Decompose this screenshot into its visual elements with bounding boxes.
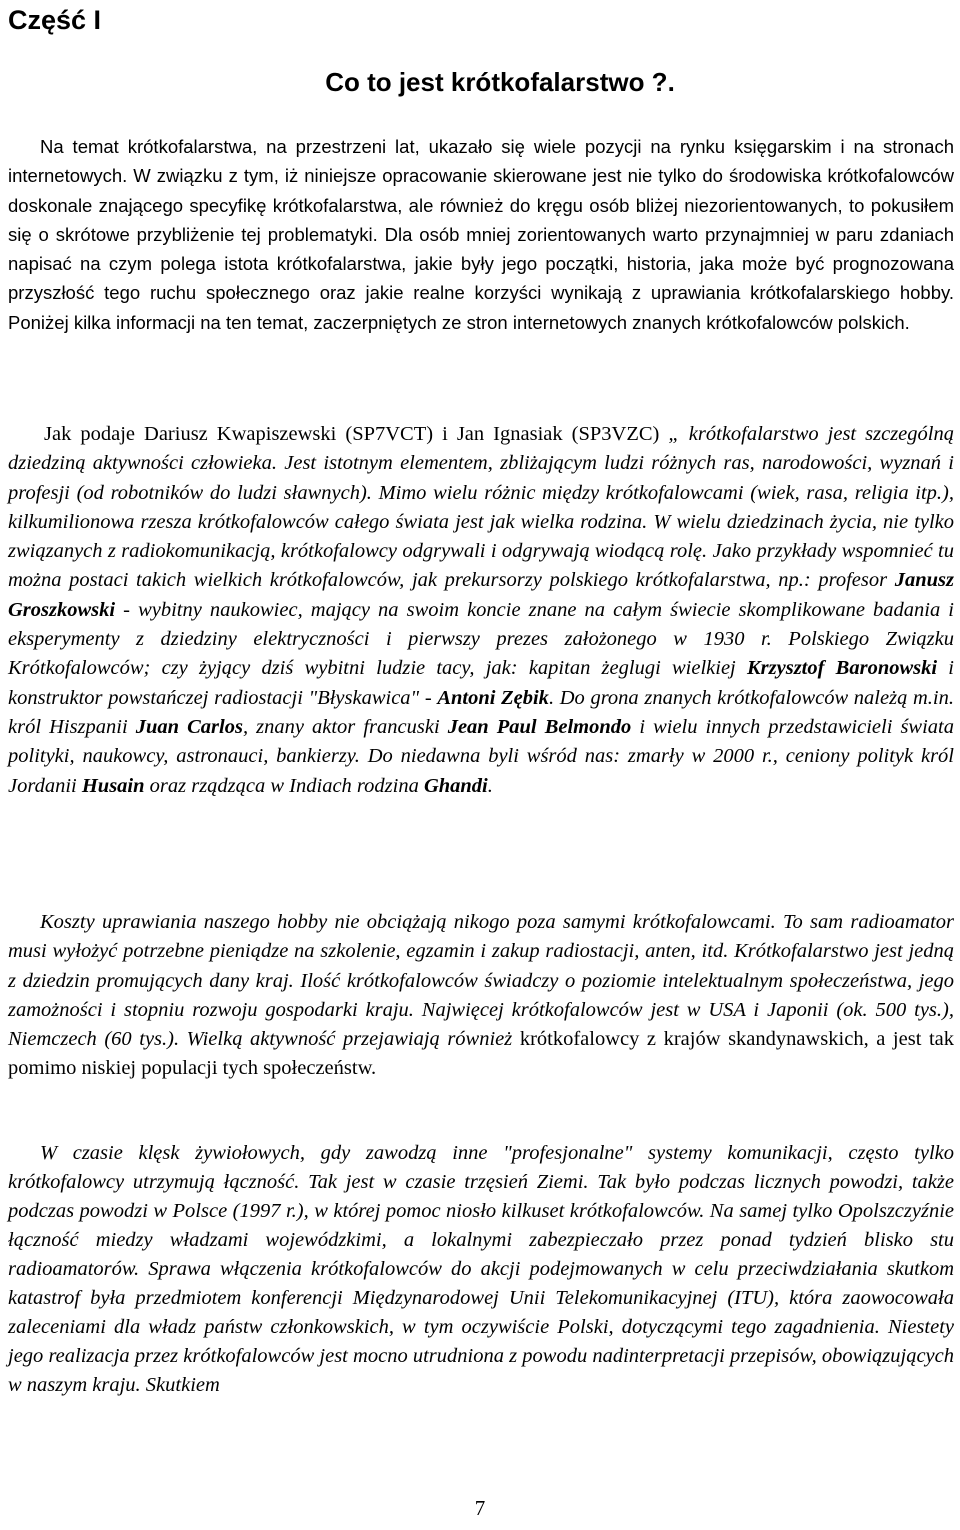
paragraph-intro [8,132,954,337]
text-run: . Do grona znanych krótkofalowców należą m.in. król Hiszpanii [8,686,954,738]
text-run: Krzysztof Baronowski [746,657,938,680]
text-run: krótkofalowcy z krajów skandynawskich, a jest tak pomimo niskiej populacji tych społeczeństw. [8,1028,955,1080]
text-run: i wielu innych przedstawicieli świata polityki, naukowcy, astronauci, bankierzy. Do niedawna byli wśród nas: zmarły w 2000 r., ceniony polityk król Jordanii [8,715,954,797]
text-run: - wybitny naukowiec, mający na swoim koncie znane na całym świecie skomplikowane badania i eksperymenty z dziedziny elektryczności i pierwszy prezes założonego w 1930 r. Polskiego Związku Krótkofalowców; czy żyjący dziś wybitni ludzie tacy, jak: kapitan żeglugi wielkiej [8,598,954,680]
text-run: Janusz Groszkowski [8,569,954,621]
text-run: Na temat krótkofalarstwa, na przestrzeni lat, ukazało się wiele pozycji na rynku księgarskim i na stronach internetowych. W związku z tym, iż niniejsze opracowanie skierowane jest nie tylko do środowiska krótkofalowców doskonale znającego specyfikę krótkofalarstwa, ale również do kręgu osób bliżej niezorientowanych, to pokusiłem się o skrótowe przybliżenie tej problematyki. Dla osób mniej zorientowanych warto przynajmniej w paru zdaniach napisać na czym polega istota krótkofalarstwa, jakie były jego początki, historia, jaka może być prognozowana przyszłość tego ruchu społecznego oraz jakie realne korzyści wynikają z uprawiania krótkofalarskiego hobby. Poniżej kilka informacji na ten temat, zaczerpniętych ze stron internetowych znanych krótkofalowców polskich. [8,136,954,333]
text-run: i konstruktor powstańczej radiostacji "Błyskawica" - [8,657,955,709]
text-run: Jean Paul Belmondo [447,715,632,738]
text-run: . [487,774,493,797]
text-run: oraz rządząca w Indiach rodzina [144,774,424,797]
text-run: „ krótkofalarstwo jest szczególną dziedziną aktywności człowieka. Jest istotnym elementem, zbliżającym ludzi różnych ras, narodowości, wyznań i profesji (od robotników do ludzi sławnych). Mimo wielu różnic między krótkofalowcami (wiek, rasa, religia itp.), kilkumilionowa rzesza krótkofalowców całego świata jest jak wielka rodzina. W wielu dziedzinach życia, nie tylko związanych z radiokomunikacją, krótkofalowcy odgrywali i odgrywają wiodącą rolę. Jako przykłady wspomnieć tu można postaci takich wielkich krótkofalowców, jak prekursorzy polskiego krótkofalarstwa, np.: profesor [8,423,954,592]
paragraph-disasters [8,1139,954,1400]
text-run: W czasie klęsk żywiołowych, gdy zawodzą inne "profesjonalne" systemy komunikacji, często tylko krótkofalowcy utrzymują łączność. Tak jest w czasie trzęsień Ziemi. Tak było podczas licznych powodzi, także podczas powodzi w Polsce (1997 r.), w której pomoc niosło kilkuset krótkofalowców. Na samej tylko Opolszczyźnie łączność miedzy władzami wojewódzkimi, a lokalnymi zabezpieczało przez ponad tydzień blisko stu radioamatorów. Sprawa włączenia krótkofalowców do akcji podejmowanych w celu przeciwdziałania skutkom katastrof była przedmiotem konferencji Międzynarodowej Unii Telekomunikacyjnej (ITU), która zaowocowała zaleceniami dla władz państw członkowskich, w tym oczywiście Polski, dotyczącymi tego zagadnienia. Niestety jego realizacja przez krótkofalowców jest mocno utrudniona z powodu nadinterpretacji przepisów, obowiązujących w naszym kraju. Skutkiem [8,1142,954,1396]
text-run: Jak podaje Dariusz Kwapiszewski (SP7VCT) i Jan Ignasiak (SP3VZC) [44,423,669,445]
text-run: Koszty uprawiania naszego hobby nie obciążają nikogo poza samymi krótkofalowcami. To sam radioamator musi wyłożyć potrzebne pieniądze na szkolenie, egzamin i zakup radiostacji, anten, itd. Krótkofalarstwo jest jedną z dziedzin promujących dany kraj. Ilość krótkofalowców świadczy o poziomie intelektualnym społeczeństwa, jego zamożności i stopniu rozwoju gospodarki kraju. Najwięcej krótkofalowców jest w USA i Japonii (ok. 500 tys.), Niemczech (60 tys.). Wielką aktywność przejawiają również [8,911,954,1051]
chapter-title: Co to jest krótkofalarstwo ?. [325,67,675,97]
paragraph-costs [8,908,954,1084]
text-run: Juan Carlos [135,715,243,738]
part-title: Część I [8,5,102,35]
text-run: , znany aktor francuski [242,715,448,738]
paragraph-quote [8,420,954,801]
page-number: 7 [474,1496,486,1520]
text-run: Antoni Zębik [437,686,549,709]
text-run: Ghandi [423,774,488,797]
text-run: Husain [81,774,145,797]
